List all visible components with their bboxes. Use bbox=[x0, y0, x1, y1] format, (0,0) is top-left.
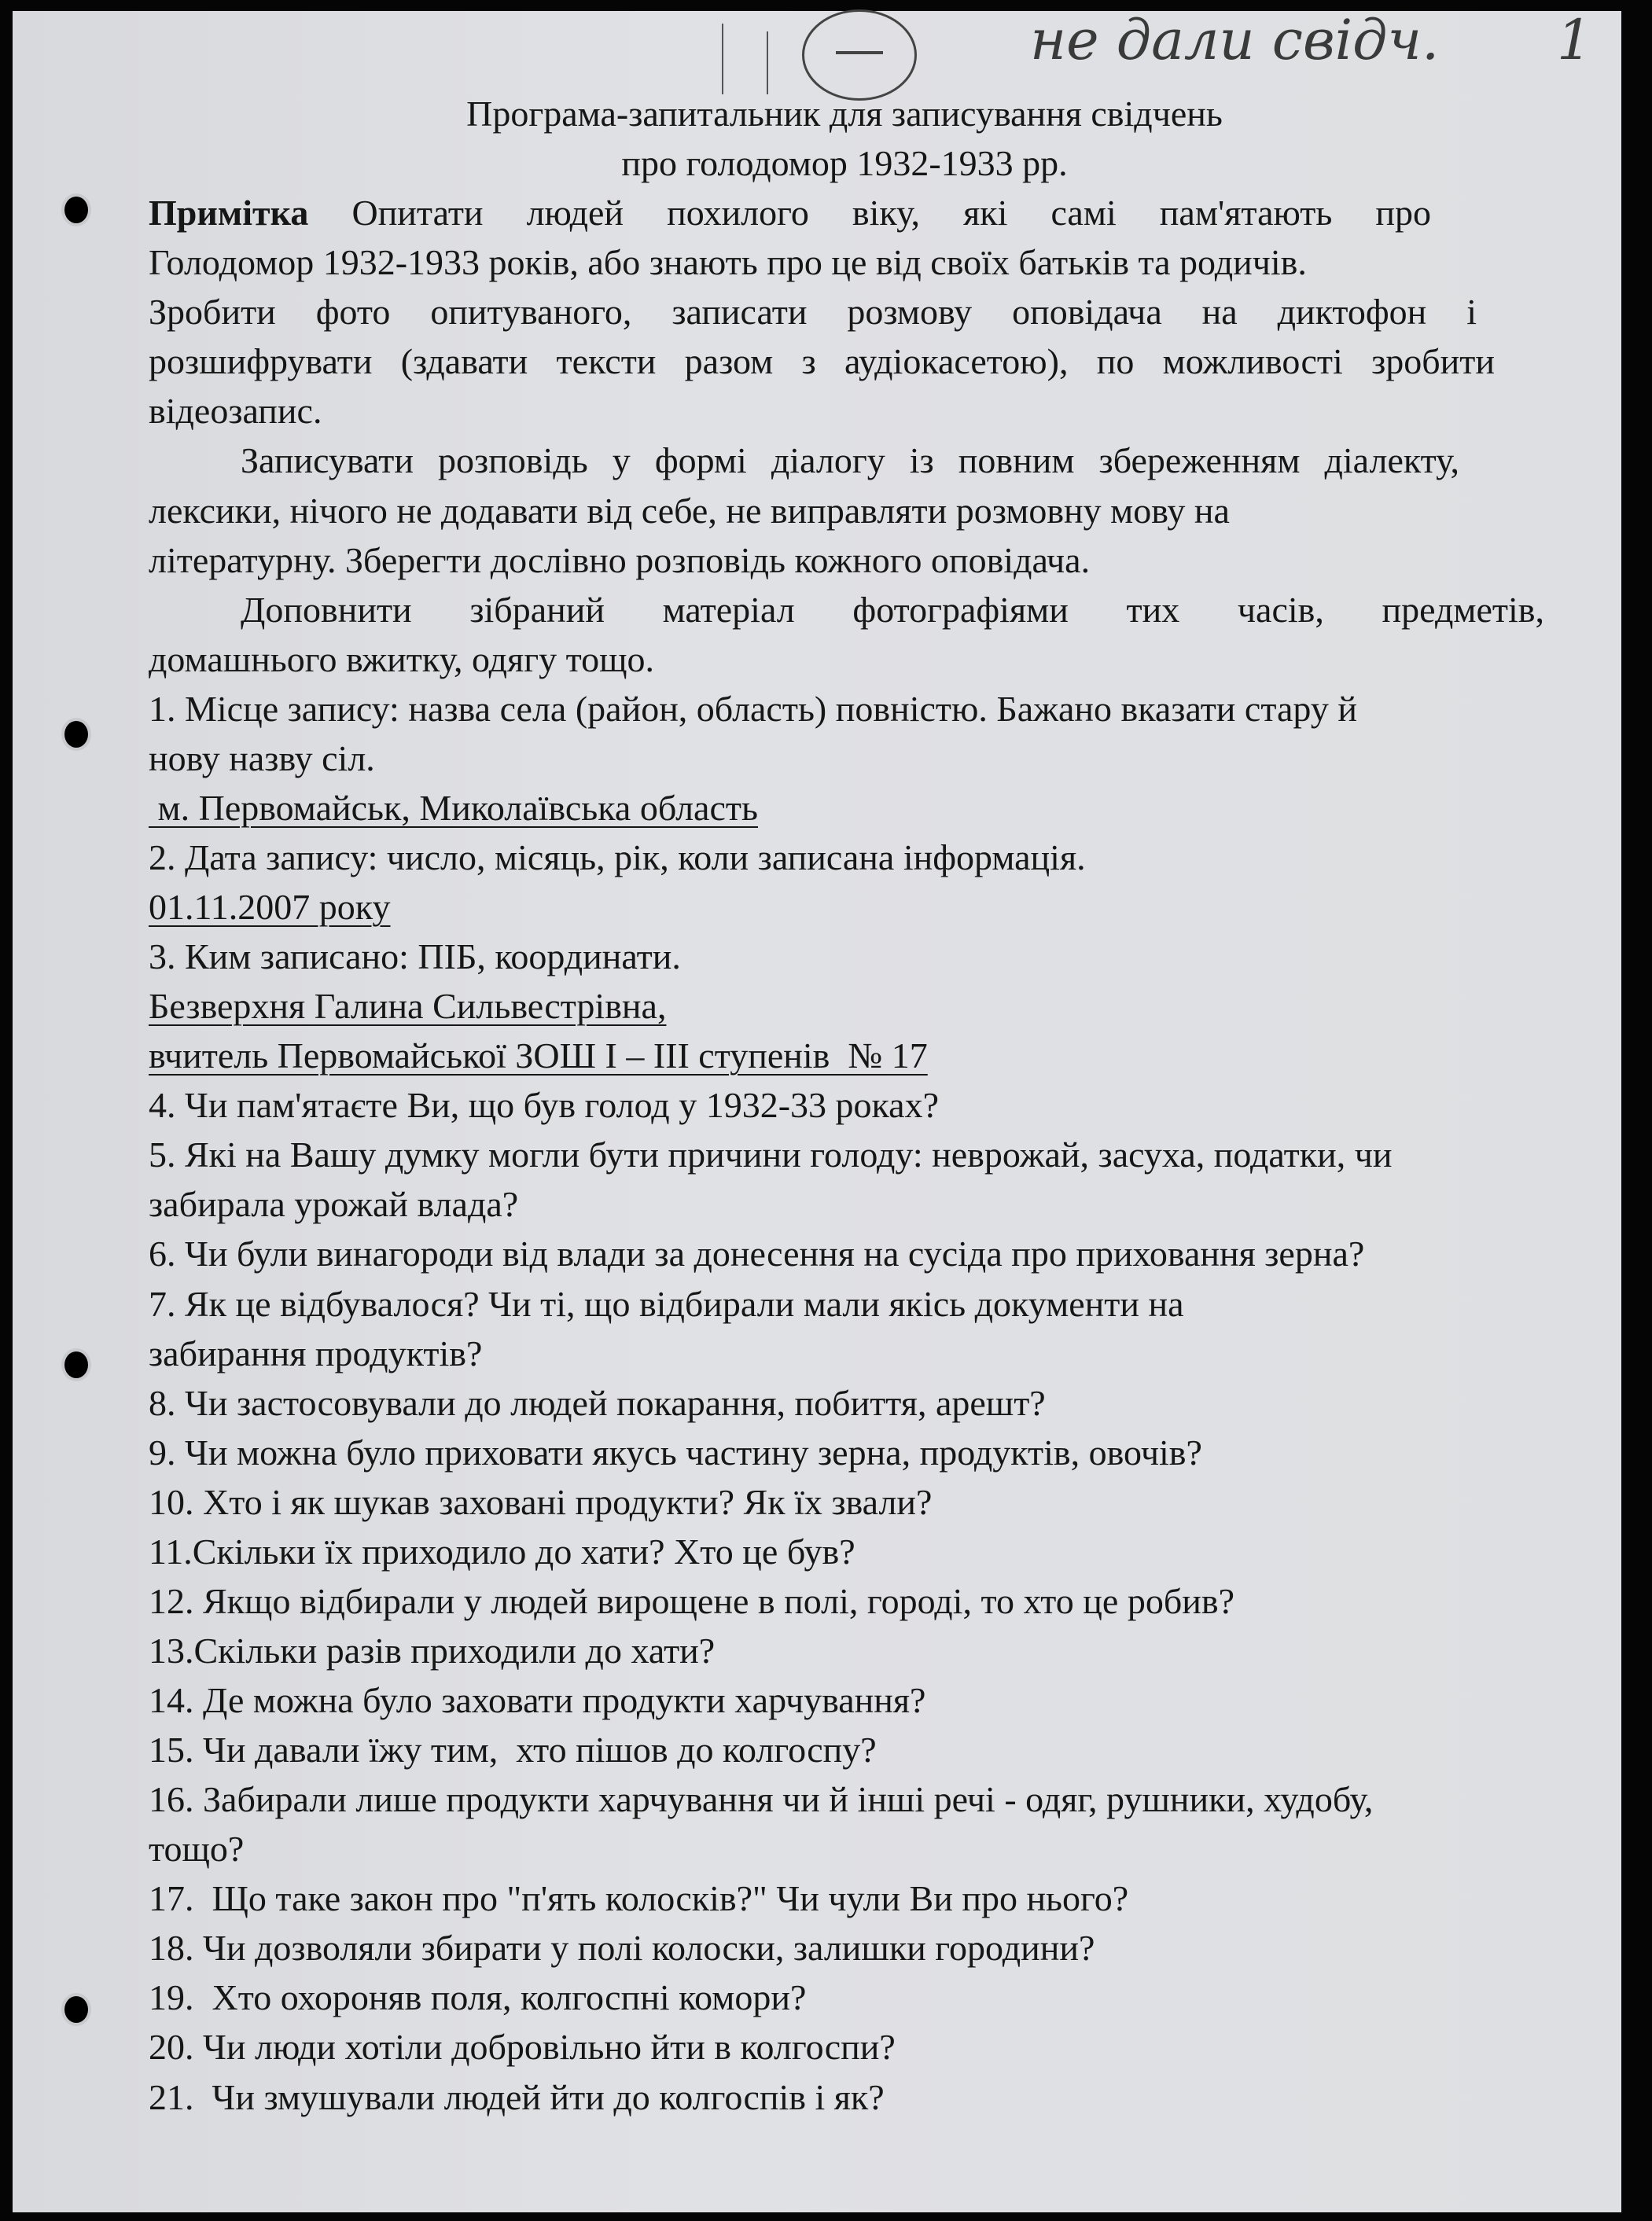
pen-mark bbox=[767, 31, 768, 94]
answer-recorder-position: вчитель Первомайської ЗОШ І – ІІІ ступенів № 17 bbox=[149, 1035, 928, 1076]
handwritten-minus bbox=[836, 51, 883, 54]
punch-hole bbox=[64, 721, 88, 748]
question: 9. Чи можна було приховати якусь частину зерна, продуктів, овочів? bbox=[149, 1432, 1202, 1473]
answer-recorder bbox=[149, 1031, 1564, 1080]
pen-mark bbox=[722, 24, 723, 94]
question: 3. Ким записано: ПІБ, координати. bbox=[149, 936, 681, 977]
note-line: Записувати розповідь у формі діалогу із повним збереженням діалекту, bbox=[241, 440, 1459, 481]
note-line: відеозапис. bbox=[149, 391, 322, 432]
title-line-1: Програма-запитальник для записування свідчень bbox=[466, 94, 1223, 134]
answer-place bbox=[149, 783, 1564, 833]
question: забирання продуктів? bbox=[149, 1333, 483, 1373]
question: 16. Забирали лише продукти харчування чи й інші речі - одяг, рушники, худобу, bbox=[149, 1779, 1374, 1820]
question: 19. Хто охороняв поля, колгоспні комори? bbox=[149, 1977, 807, 2018]
question: нову назву сіл. bbox=[149, 737, 375, 778]
question: забирала урожай влада? bbox=[149, 1184, 519, 1225]
question: 6. Чи були винагороди від влади за донесення на сусіда про приховання зерна? bbox=[149, 1234, 1365, 1274]
question: 12. Якщо відбирали у людей вирощене в полі, городі, то хто це робив? bbox=[149, 1580, 1234, 1621]
question: 17. Що таке закон про "п'ять колосків?" Чи чули Ви про нього? bbox=[149, 1878, 1129, 1919]
question: 15. Чи давали їжу тим, хто пішов до колгоспу? bbox=[149, 1730, 877, 1771]
handwritten-circled-mark bbox=[802, 9, 917, 101]
question: 21. Чи змушували людей йти до колгоспів і як? bbox=[149, 2076, 885, 2117]
question: 7. Як це відбувалося? Чи ті, що відбирали мали якісь документи на bbox=[149, 1283, 1184, 1324]
answer-place-text: м. Первомайськ, Миколаївська область bbox=[149, 787, 758, 828]
answer-date-text: 01.11.2007 року bbox=[149, 887, 391, 927]
question: 18. Чи дозволяли збирати у полі колоски, залишки городини? bbox=[149, 1928, 1095, 1969]
handwritten-note: не дали свідч. bbox=[1030, 8, 1440, 72]
question: 11.Скільки їх приходило до хати? Хто це був? bbox=[149, 1531, 855, 1572]
question: 1. Місце запису: назва села (район, область) повністю. Бажано вказати стару й bbox=[149, 688, 1357, 729]
question: 4. Чи пам'ятаєте Ви, що був голод у 1932-33 роках? bbox=[149, 1085, 939, 1126]
note-line: домашнього вжитку, одягу тощо. bbox=[149, 638, 654, 679]
question: 8. Чи застосовували до людей покарання, побиття, арешт? bbox=[149, 1382, 1046, 1423]
note-line: Зробити фото опитуваного, записати розмову оповідача на диктофон і bbox=[149, 292, 1477, 333]
answer-recorder-name: Безверхня Галина Сильвестрівна, bbox=[149, 986, 667, 1027]
question: 20. Чи люди хотіли добровільно йти в колгоспи? bbox=[149, 2027, 896, 2068]
note-line: Доповнити зібраний матеріал фотографіями тих часів, предметів, bbox=[241, 589, 1544, 630]
question: 10. Хто і як шукав заховані продукти? Як їх звали? bbox=[149, 1481, 933, 1522]
question: 5. Які на Вашу думку могли бути причини голоду: неврожай, засуха, податки, чи bbox=[149, 1134, 1393, 1175]
note-line: літературну. Зберегти дослівно розповідь кожного оповідача. bbox=[149, 539, 1091, 580]
note-line: розшифрувати (здавати тексти разом з аудіокасетою), по можливості зробити bbox=[149, 341, 1495, 382]
note-text: Опитати людей похилого віку, які самі пам'ятають про bbox=[351, 193, 1431, 233]
handwritten-page-number: 1 bbox=[1557, 8, 1592, 72]
question: 13.Скільки разів приходили до хати? bbox=[149, 1630, 716, 1671]
answer-date bbox=[149, 882, 1564, 932]
question: 2. Дата запису: число, місяць, рік, коли записана інформація. bbox=[149, 837, 1086, 877]
answer-recorder bbox=[149, 981, 1564, 1031]
note-line: лексики, нічого не додавати від себе, не виправляти розмовну мову на bbox=[149, 490, 1230, 531]
note-label: Примітка bbox=[149, 193, 309, 233]
document-text bbox=[149, 89, 1564, 2122]
punch-hole bbox=[64, 1351, 88, 1378]
note-line bbox=[149, 188, 1431, 237]
note-line: Голодомор 1932-1933 років, або знають про це від своїх батьків та родичів. bbox=[149, 242, 1307, 283]
question: 14. Де можна було заховати продукти харчування? bbox=[149, 1680, 926, 1720]
title-line-2: про голодомор 1932-1933 рр. bbox=[621, 143, 1068, 184]
punch-hole bbox=[64, 1996, 88, 2023]
punch-hole bbox=[64, 197, 88, 223]
question: тощо? bbox=[149, 1829, 245, 1870]
